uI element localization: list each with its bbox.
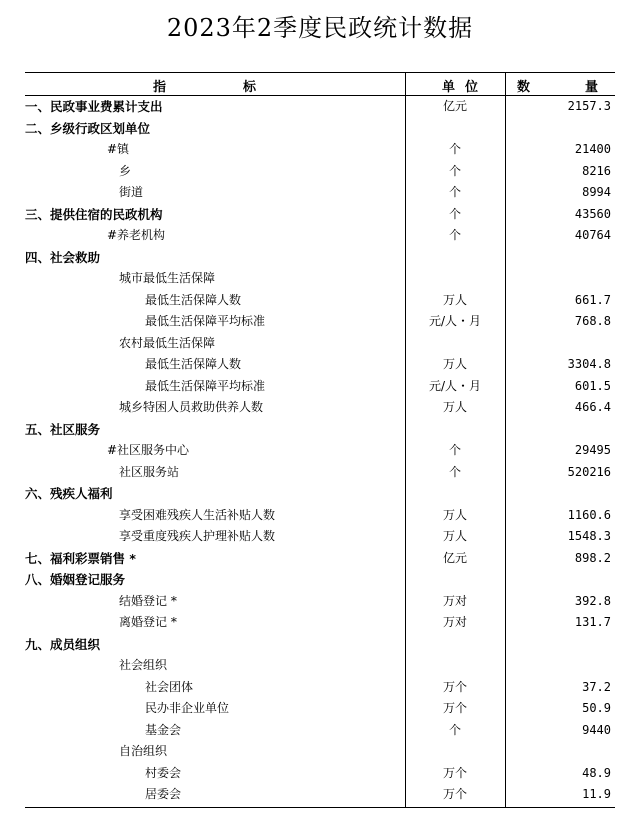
table-row (25, 462, 615, 484)
table-row (25, 333, 615, 355)
table-row (25, 118, 615, 140)
stats-table (25, 72, 615, 806)
row-indicator: 享受重度残疾人护理补贴人数 (119, 529, 276, 543)
row-value: 48.9 (582, 765, 611, 780)
row-unit: 万人 (442, 529, 467, 543)
table-row (25, 784, 615, 806)
table-row (25, 634, 615, 656)
row-indicator: 基金会 (145, 722, 182, 737)
header-unit: 单位 (441, 80, 488, 95)
table-row (25, 526, 615, 548)
row-indicator: 居委会 (145, 787, 182, 801)
row-indicator: 民办非企业单位 (145, 701, 230, 715)
row-unit: 元/人・月 (428, 314, 482, 328)
row-unit: 万人 (442, 292, 467, 307)
table-row (25, 483, 615, 505)
row-indicator: 最低生活保障人数 (145, 357, 242, 371)
row-indicator: 五、社区服务 (25, 421, 101, 437)
table-row (25, 96, 615, 118)
row-indicator: 最低生活保障平均标准 (145, 378, 266, 393)
table-row (25, 655, 615, 677)
row-indicator: 八、婚姻登记服务 (25, 572, 126, 587)
table-row (25, 139, 615, 161)
row-indicator: #镇 (107, 142, 130, 156)
table-row (25, 612, 615, 634)
table-row (25, 247, 615, 269)
row-value: 520216 (567, 464, 611, 479)
table-row (25, 204, 615, 226)
row-indicator: 最低生活保障平均标准 (145, 314, 266, 328)
row-indicator: #养老机构 (107, 228, 166, 242)
row-unit: 个 (448, 163, 461, 178)
row-value: 601.5 (574, 378, 611, 393)
row-value: 43560 (574, 206, 611, 221)
row-indicator: 一、民政事业费累计支出 (25, 99, 163, 114)
row-unit: 万个 (442, 679, 467, 694)
row-indicator: 街道 (119, 185, 144, 199)
table-row (25, 376, 615, 398)
column-divider-unit (405, 72, 406, 807)
row-value: 392.8 (574, 593, 611, 608)
row-unit: 个 (448, 142, 461, 156)
row-value: 21400 (574, 142, 611, 156)
row-unit: 个 (448, 722, 461, 737)
page-title: 2023年2季度民政统计数据 (166, 14, 474, 42)
row-unit: 个 (448, 464, 461, 479)
row-indicator: 享受困难残疾人生活补贴人数 (119, 507, 276, 522)
table-row (25, 440, 615, 462)
row-unit: 元/人・月 (428, 378, 482, 393)
row-indicator: 三、提供住宿的民政机构 (25, 206, 163, 222)
table-bottom-rule (25, 807, 615, 808)
row-indicator: 乡 (119, 163, 132, 178)
table-row (25, 311, 615, 333)
row-indicator: 结婚登记 * (119, 593, 177, 608)
table-row (25, 290, 615, 312)
header-indicator-2: 标 (243, 80, 257, 95)
table-row (25, 225, 615, 247)
row-unit: 万对 (442, 593, 467, 608)
table-row (25, 268, 615, 290)
table-row (25, 354, 615, 376)
row-value: 9440 (582, 722, 611, 737)
row-unit: 万个 (442, 701, 467, 715)
row-unit: 个 (448, 206, 461, 221)
row-unit: 亿元 (442, 99, 467, 113)
table-header (25, 72, 615, 96)
row-unit: 万人 (442, 507, 467, 522)
row-indicator: 自治组织 (119, 744, 168, 758)
row-unit: 万个 (442, 765, 467, 780)
row-unit: 个 (448, 228, 461, 242)
row-indicator: 城乡特困人员救助供养人数 (119, 400, 264, 414)
row-unit: 个 (448, 443, 461, 457)
row-value: 131.7 (574, 615, 611, 629)
table-row (25, 548, 615, 570)
row-indicator: 村委会 (145, 765, 182, 780)
row-indicator: 七、福利彩票销售 * (25, 550, 136, 566)
table-body (25, 96, 615, 806)
row-indicator: 四、社会救助 (25, 249, 101, 265)
row-value: 8216 (582, 163, 611, 178)
header-quantity-1: 数 (517, 80, 531, 95)
row-unit: 万对 (442, 615, 467, 629)
row-value: 898.2 (574, 550, 611, 565)
row-value: 661.7 (574, 292, 611, 307)
row-indicator: #社区服务中心 (107, 443, 190, 457)
row-indicator: 九、成员组织 (25, 636, 101, 652)
row-value: 11.9 (582, 787, 611, 801)
row-indicator: 社会团体 (145, 679, 194, 694)
row-value: 3304.8 (567, 357, 611, 371)
table-row (25, 182, 615, 204)
row-indicator: 城市最低生活保障 (119, 271, 216, 285)
table-row (25, 720, 615, 742)
row-value: 2157.3 (567, 99, 611, 113)
row-unit: 万个 (442, 787, 467, 801)
row-value: 37.2 (582, 679, 611, 694)
row-indicator: 二、乡级行政区划单位 (25, 120, 151, 136)
row-value: 29495 (574, 443, 611, 457)
row-value: 768.8 (574, 314, 611, 328)
table-row (25, 677, 615, 699)
row-value: 1548.3 (567, 529, 611, 543)
row-value: 40764 (574, 228, 611, 242)
table-row (25, 419, 615, 441)
table-row (25, 591, 615, 613)
column-divider-quantity (505, 72, 506, 807)
table-row (25, 698, 615, 720)
table-row (25, 505, 615, 527)
header-indicator-1: 指 (153, 80, 167, 95)
row-unit: 万人 (442, 357, 467, 371)
row-unit: 亿元 (442, 550, 467, 565)
row-value: 466.4 (574, 400, 611, 414)
header-quantity-2: 量 (585, 80, 599, 95)
row-unit: 万人 (442, 400, 467, 414)
row-indicator: 农村最低生活保障 (119, 335, 216, 350)
table-row (25, 741, 615, 763)
row-indicator: 六、残疾人福利 (25, 486, 113, 501)
row-indicator: 最低生活保障人数 (145, 292, 242, 307)
row-unit: 个 (448, 185, 461, 199)
row-value: 8994 (582, 185, 611, 199)
table-row (25, 569, 615, 591)
table-row (25, 397, 615, 419)
table-row (25, 763, 615, 785)
row-indicator: 社区服务站 (119, 464, 180, 479)
row-indicator: 离婚登记 * (119, 615, 177, 629)
row-value: 50.9 (582, 701, 611, 715)
row-indicator: 社会组织 (119, 658, 168, 672)
row-value: 1160.6 (567, 507, 611, 522)
table-row (25, 161, 615, 183)
